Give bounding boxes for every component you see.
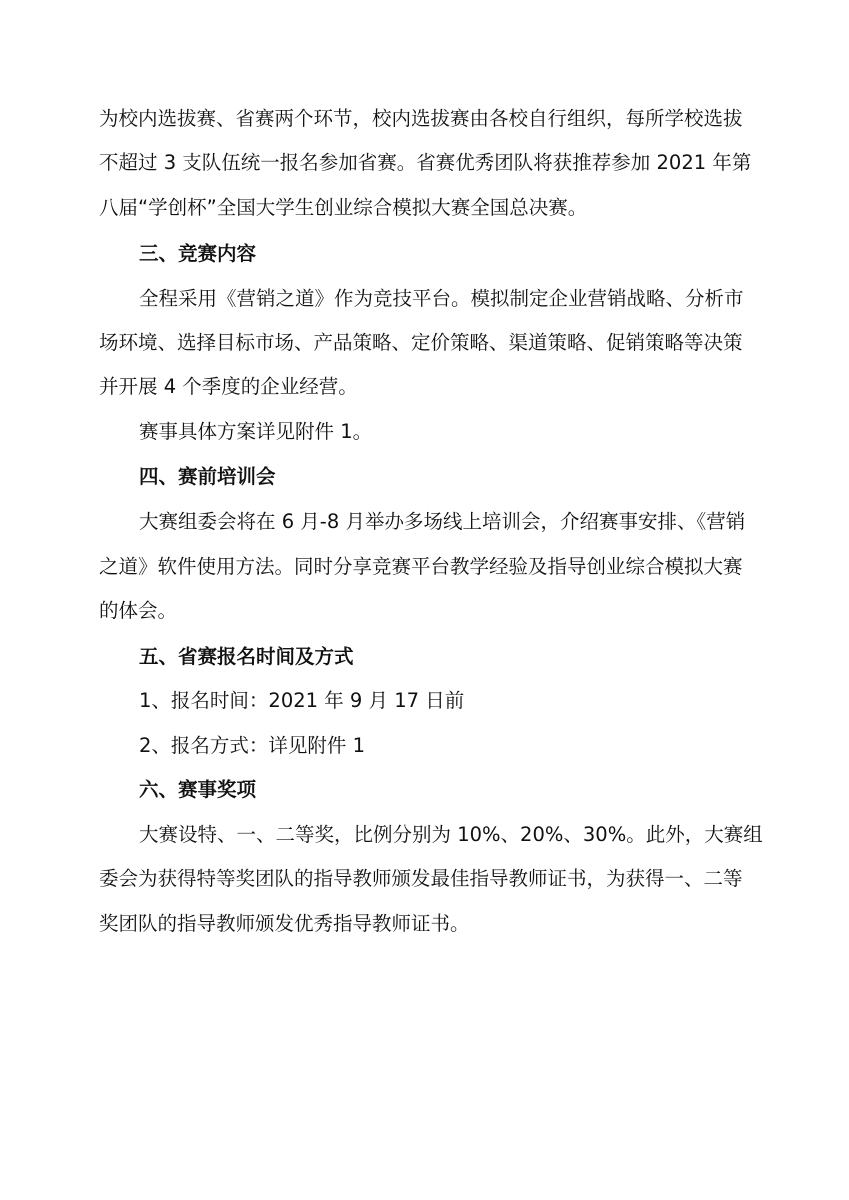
section-heading-competition-content: 三、竞赛内容 [139, 242, 257, 265]
registration-time: 1、报名时间：2021 年 9 月 17 日前 [139, 689, 465, 712]
content-line-2: 场环境、选择目标市场、产品策略、定价策略、渠道策略、促销策略等决策 [99, 331, 743, 354]
awards-line-1: 大赛设特、一、二等奖，比例分别为 10%、20%、30%。此外，大赛组 [139, 823, 763, 846]
training-line-1: 大赛组委会将在 6 月-8 月举办多场线上培训会，介绍赛事安排、《营销 [139, 510, 746, 533]
intro-line-3: 八届“学创杯”全国大学生创业综合模拟大赛全国总决赛。 [99, 196, 588, 219]
content-note: 赛事具体方案详见附件 1。 [139, 420, 373, 443]
awards-line-3: 奖团队的指导教师颁发优秀指导教师证书。 [99, 912, 470, 935]
section-heading-awards: 六、赛事奖项 [139, 778, 257, 801]
intro-line-2: 不超过 3 支队伍统一报名参加省赛。省赛优秀团队将获推荐参加 2021 年第 [99, 151, 752, 174]
registration-method: 2、报名方式：详见附件 1 [139, 734, 366, 757]
content-line-1: 全程采用《营销之道》作为竞技平台。模拟制定企业营销战略、分析市 [139, 287, 744, 310]
training-line-2: 之道》软件使用方法。同时分享竞赛平台教学经验及指导创业综合模拟大赛 [99, 555, 743, 578]
training-line-3: 的体会。 [99, 599, 178, 622]
section-heading-training: 四、赛前培训会 [139, 465, 276, 488]
intro-line-1: 为校内选拔赛、省赛两个环节，校内选拔赛由各校自行组织，每所学校选拔 [99, 107, 743, 130]
content-line-3: 并开展 4 个季度的企业经营。 [99, 375, 358, 398]
section-heading-registration: 五、省赛报名时间及方式 [139, 645, 354, 668]
awards-line-2: 委会为获得特等奖团队的指导教师颁发最佳指导教师证书，为获得一、二等 [99, 867, 743, 890]
